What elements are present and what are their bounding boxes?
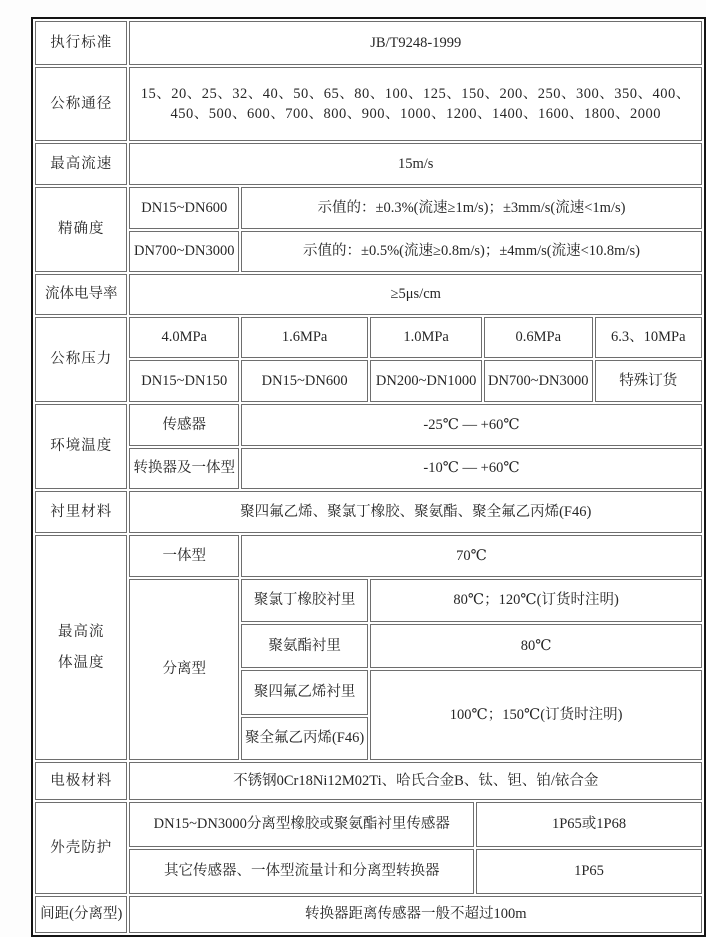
pressure-range-2: DN200~DN1000 (370, 360, 482, 402)
standard-value: JB/T9248-1999 (129, 21, 702, 65)
ambient-value-1: -10℃ — +60℃ (241, 448, 702, 489)
ambient-part-0: 传感器 (129, 404, 239, 446)
fluid-temp-lining-0: 聚氯丁橡胶衬里 (241, 579, 368, 622)
enclosure-label: 外壳防护 (35, 802, 127, 894)
pressure-value-2: 1.0MPa (370, 317, 482, 358)
accuracy-value-0: 示值的：±0.3%(流速≥1m/s)；±3mm/s(流速<1m/s) (241, 187, 702, 229)
fluid-temp-lining-3: 聚全氟乙丙烯(F46) (241, 717, 368, 760)
row-pressure-values (35, 317, 702, 358)
fluid-temp-shared-value: 100℃；150℃(订货时注明) (370, 670, 702, 760)
row-accuracy-2 (35, 231, 702, 272)
row-electrode (35, 762, 702, 800)
max-velocity-value: 15m/s (129, 143, 702, 185)
accuracy-value-1: 示值的：±0.5%(流速≥0.8m/s)；±4mm/s(流速<10.8m/s) (241, 231, 702, 272)
pressure-value-0: 4.0MPa (129, 317, 239, 358)
accuracy-range-1: DN700~DN3000 (129, 231, 239, 272)
pressure-range-3: DN700~DN3000 (484, 360, 592, 402)
enclosure-value-1: 1P65 (476, 849, 702, 894)
row-pressure-ranges (35, 360, 702, 402)
fluid-temp-integrated-value: 70℃ (241, 535, 702, 577)
ambient-temp-label: 环境温度 (35, 404, 127, 489)
electrode-label: 电极材料 (35, 762, 127, 800)
pressure-value-3: 0.6MPa (484, 317, 592, 358)
fluid-temp-lining-1: 聚氨酯衬里 (241, 624, 368, 668)
pressure-label: 公称压力 (35, 317, 127, 402)
row-accuracy-1 (35, 187, 702, 229)
accuracy-label: 精确度 (35, 187, 127, 272)
pressure-range-1: DN15~DN600 (241, 360, 368, 402)
row-enclosure-1 (35, 802, 702, 847)
row-distance (35, 896, 702, 933)
row-lining-material (35, 491, 702, 533)
row-ambient-1 (35, 404, 702, 446)
fluid-temp-lining-2: 聚四氟乙烯衬里 (241, 670, 368, 715)
max-fluid-temp-label (35, 535, 127, 760)
conductivity-label: 流体电导率 (35, 274, 127, 315)
ambient-part-1: 转换器及一体型 (129, 448, 239, 489)
pressure-value-1: 1.6MPa (241, 317, 368, 358)
row-conductivity (35, 274, 702, 315)
pressure-range-0: DN15~DN150 (129, 360, 239, 402)
ambient-value-0: -25℃ — +60℃ (241, 404, 702, 446)
row-diameter (35, 67, 702, 141)
row-enclosure-2 (35, 849, 702, 894)
row-ambient-2 (35, 448, 702, 489)
pressure-range-4: 特殊订货 (595, 360, 702, 402)
row-fluid-temp-integrated (35, 535, 702, 577)
max-velocity-label: 最高流速 (35, 143, 127, 185)
accuracy-range-0: DN15~DN600 (129, 187, 239, 229)
fluid-temp-value-1: 80℃ (370, 624, 702, 668)
standard-label: 执行标准 (35, 21, 127, 65)
diameter-label: 公称通径 (35, 67, 127, 141)
enclosure-value-0: 1P65或1P68 (476, 802, 702, 847)
lining-material-label: 衬里材料 (35, 491, 127, 533)
fluid-temp-separated-type: 分离型 (129, 579, 239, 760)
pressure-value-4: 6.3、10MPa (595, 317, 702, 358)
row-max-velocity (35, 143, 702, 185)
enclosure-desc-0: DN15~DN3000分离型橡胶或聚氨酯衬里传感器 (129, 802, 474, 847)
electrode-value: 不锈钢0Cr18Ni12M02Ti、哈氏合金B、钛、钽、铂/铱合金 (129, 762, 702, 800)
lining-material-value: 聚四氟乙烯、聚氯丁橡胶、聚氨酯、聚全氟乙丙烯(F46) (129, 491, 702, 533)
fluid-temp-integrated-type: 一体型 (129, 535, 239, 577)
row-fluid-temp-sep-1 (35, 579, 702, 622)
flowmeter-spec-table (31, 17, 706, 937)
distance-label: 间距(分离型) (35, 896, 127, 933)
distance-value: 转换器距离传感器一般不超过100m (129, 896, 702, 933)
conductivity-value: ≥5μs/cm (129, 274, 702, 315)
max-fluid-temp-label-text: 最高流体温度 (57, 624, 105, 671)
row-standard (35, 21, 702, 65)
enclosure-desc-1: 其它传感器、一体型流量计和分离型转换器 (129, 849, 474, 894)
fluid-temp-value-0: 80℃；120℃(订货时注明) (370, 579, 702, 622)
diameter-value: 15、20、25、32、40、50、65、80、100、125、150、200、250、300、350、400、450、500、600、700、800、900、1000、1200、1400、1600、1800、2000 (129, 67, 702, 141)
spec-sheet (31, 17, 706, 937)
